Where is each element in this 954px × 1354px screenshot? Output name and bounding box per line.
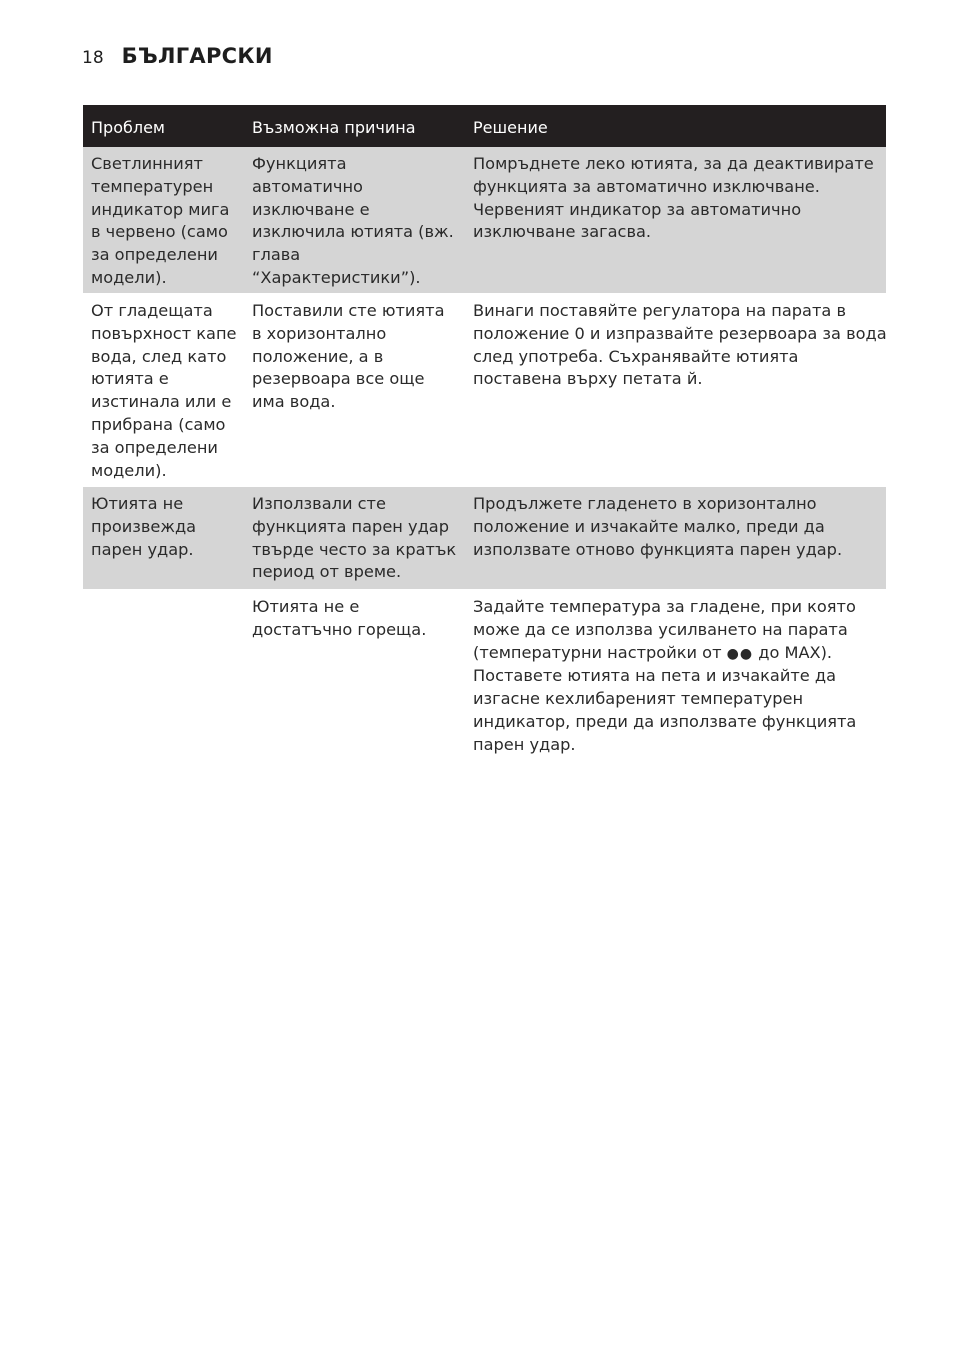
table-row: [83, 487, 886, 589]
text-line: Светлинният: [91, 154, 203, 173]
table-row: [83, 589, 886, 759]
cause-cell: [244, 596, 465, 759]
text-line: изключване е: [252, 199, 370, 219]
text-line: температурен: [91, 176, 214, 196]
text-line: функцията за автоматично изключване.: [473, 176, 820, 196]
text-line: Червеният индикатор за автоматично: [473, 199, 802, 219]
solution-cell: [465, 493, 886, 589]
text-line: “Характеристики”).: [252, 267, 421, 287]
text-line: функцията парен удар: [252, 516, 449, 536]
text-line: период от време.: [252, 562, 402, 582]
text-line-with-dots: [473, 642, 880, 666]
text-line: резервоара все още: [252, 369, 425, 389]
text-line: в червено (само: [91, 222, 228, 242]
text-line: модели).: [91, 267, 167, 287]
text-line: модели).: [91, 460, 167, 480]
text-line: има вода.: [252, 392, 336, 412]
solution-cell: [465, 596, 886, 759]
text-line: положение 0 и изпразвайте резервоара за вода: [473, 323, 887, 343]
text-line: глава: [252, 245, 301, 265]
text-line: Поставили сте ютията: [252, 301, 445, 320]
text-line: Продължете гладенето в хоризонтално: [473, 494, 817, 513]
page-number: 18: [82, 48, 104, 68]
page-title: БЪЛГАРСКИ: [121, 44, 273, 68]
text-line: парен удар.: [91, 539, 194, 559]
text-line: за определени: [91, 245, 218, 265]
text-line: поставена върху петата й.: [473, 369, 703, 389]
text-line: Използвали сте: [252, 494, 386, 513]
table-header-row: [83, 105, 886, 147]
text-line: Ютията не е: [252, 597, 360, 616]
text-line: повърхност капе: [91, 323, 237, 343]
problem-cell: [83, 493, 244, 589]
problem-cell: [83, 300, 244, 487]
text-line: изстинала или е: [91, 392, 232, 412]
text-line: твърде често за кратък: [252, 539, 457, 559]
text-line: индикатор, преди да използвате функцията: [473, 711, 857, 731]
text-line: индикатор мига: [91, 199, 230, 219]
column-header-cause: Възможна причина: [252, 117, 416, 137]
text-fragment: (температурни настройки от: [473, 642, 722, 662]
text-line: Помръднете леко ютията, за да деактивирате: [473, 154, 874, 173]
column-header-solution: Решение: [473, 117, 548, 137]
text-line: От гладещата: [91, 301, 213, 320]
text-line: използвате отново функцията парен удар.: [473, 539, 843, 559]
page-header: [82, 44, 273, 78]
text-line: вода, след като: [91, 346, 227, 366]
solution-cell: [465, 153, 886, 293]
text-line: за определени: [91, 437, 218, 457]
cause-cell: [244, 300, 465, 487]
text-line: автоматично: [252, 176, 363, 196]
cause-cell: [244, 493, 465, 589]
text-line: след употреба. Съхранявайте ютията: [473, 346, 799, 366]
text-line: Ютията не: [91, 494, 184, 513]
solution-cell: [465, 300, 886, 487]
text-line: Винаги поставяйте регулатора на парата в: [473, 301, 847, 320]
text-line: парен удар.: [473, 734, 576, 754]
problem-cell-empty: [83, 596, 244, 759]
text-line: ютията е: [91, 369, 169, 389]
text-line: в хоризонтално: [252, 323, 387, 343]
text-line: Функцията: [252, 154, 347, 173]
text-line: прибрана (само: [91, 414, 226, 434]
table-row: [83, 147, 886, 293]
text-line: изключила ютията (вж.: [252, 222, 454, 242]
text-line: положение, а в: [252, 346, 384, 366]
text-line: може да се използва усилването на парата: [473, 619, 848, 639]
text-line: Поставете ютията на пета и изчакайте да: [473, 666, 836, 686]
troubleshooting-table: [83, 105, 886, 759]
text-line: произвежда: [91, 516, 197, 536]
column-header-problem: Проблем: [91, 117, 165, 137]
text-line: Задайте температура за гладене, при която: [473, 597, 856, 616]
text-line: изключване загасва.: [473, 222, 652, 242]
cause-cell: [244, 153, 465, 293]
text-fragment: до MAX).: [758, 642, 833, 662]
problem-cell: [83, 153, 244, 293]
two-dots-temperature-icon: ●●: [726, 645, 754, 662]
text-line: положение и изчакайте малко, преди да: [473, 516, 825, 536]
table-row: [83, 293, 886, 487]
text-line: изгасне кехлибареният температурен: [473, 689, 804, 709]
text-line: достатъчно гореща.: [252, 619, 427, 639]
